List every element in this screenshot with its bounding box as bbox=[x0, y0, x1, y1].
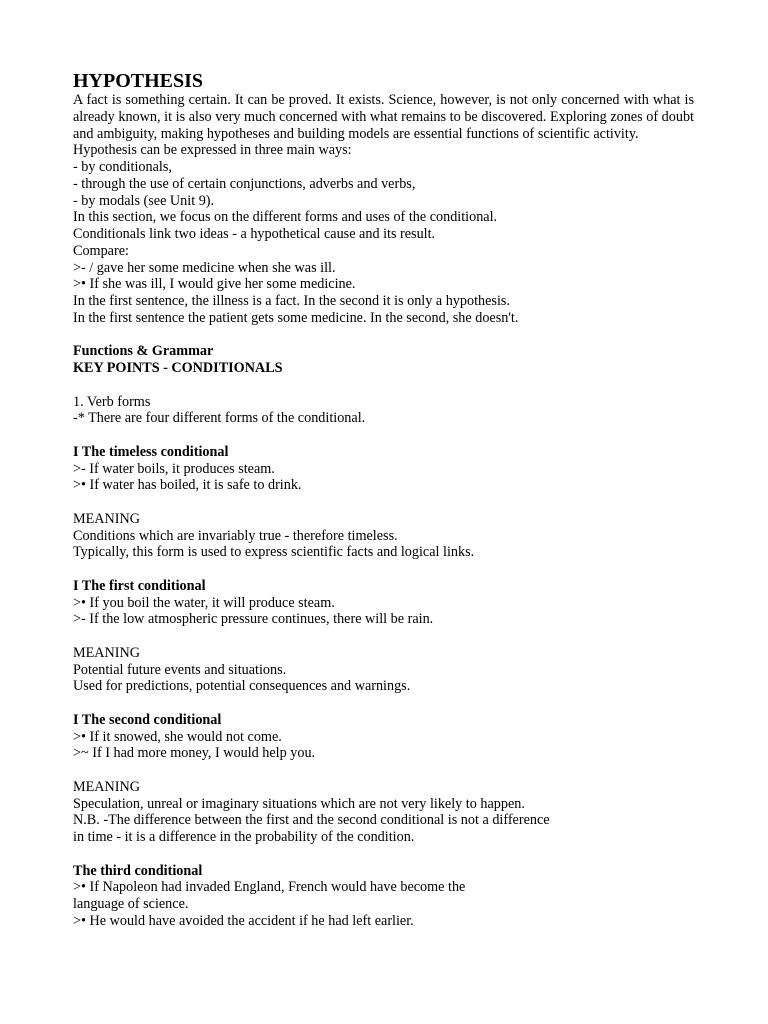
example-line: >• If Napoleon had invaded England, French would have become the bbox=[73, 879, 466, 896]
conditional-heading: The third conditional bbox=[73, 862, 203, 879]
page-title: HYPOTHESIS bbox=[73, 70, 204, 92]
example-line: >• If you boil the water, it will produce steam. bbox=[73, 594, 335, 611]
example-line: >• If it snowed, she would not come. bbox=[73, 728, 282, 745]
example-line: language of science. bbox=[73, 896, 189, 912]
example-line: >• He would have avoided the accident if he had left earlier. bbox=[73, 912, 414, 929]
intro-line: In the first sentence, the illness is a fact. In the second it is only a hypothesis. bbox=[73, 293, 510, 309]
meaning-label: MEANING bbox=[73, 510, 140, 527]
intro-line: Conditionals link two ideas - a hypothetical cause and its result. bbox=[73, 226, 436, 242]
example-line: >- If water boils, it produces steam. bbox=[73, 460, 275, 477]
document-body bbox=[73, 70, 694, 930]
meaning-line: in time - it is a difference in the probability of the condition. bbox=[73, 829, 415, 845]
meaning-label: MEANING bbox=[73, 778, 140, 795]
intro-line: Compare: bbox=[73, 242, 129, 259]
body-line: -* There are four different forms of the conditional. bbox=[73, 410, 366, 427]
intro-line: In the first sentence the patient gets some medicine. In the second, she doesn't. bbox=[73, 309, 519, 326]
section-heading: KEY POINTS - CONDITIONALS bbox=[73, 360, 283, 376]
intro-line: Hypothesis can be expressed in three main ways: bbox=[73, 142, 352, 159]
meaning-line: N.B. -The difference between the first and the second conditional is not a difference bbox=[73, 812, 550, 829]
subsection-heading: 1. Verb forms bbox=[73, 393, 151, 410]
conditional-heading: I The first conditional bbox=[73, 577, 206, 594]
meaning-line: Conditions which are invariably true - therefore timeless. bbox=[73, 527, 398, 544]
intro-line: In this section, we focus on the different forms and uses of the conditional. bbox=[73, 209, 498, 226]
conditional-heading: I The timeless conditional bbox=[73, 443, 229, 460]
intro-line: >• If she was ill, I would give her some medicine. bbox=[73, 276, 356, 293]
intro-line: >- / gave her some medicine when she was ill. bbox=[73, 259, 336, 276]
meaning-label: MEANING bbox=[73, 644, 140, 661]
meaning-line: Used for predictions, potential consequences and warnings. bbox=[73, 678, 411, 695]
conditional-heading: I The second conditional bbox=[73, 711, 222, 728]
intro-line: - by conditionals, bbox=[73, 159, 172, 175]
meaning-line: Typically, this form is used to express scientific facts and logical links. bbox=[73, 544, 475, 561]
example-line: >• If water has boiled, it is safe to drink. bbox=[73, 477, 302, 494]
example-line: >- If the low atmospheric pressure continues, there will be rain. bbox=[73, 611, 434, 628]
intro-line: - by modals (see Unit 9). bbox=[73, 192, 215, 209]
meaning-line: Speculation, unreal or imaginary situations which are not very likely to happen. bbox=[73, 795, 525, 812]
section-heading: Functions & Grammar bbox=[73, 343, 214, 360]
intro-line: - through the use of certain conjunctions, adverbs and verbs, bbox=[73, 175, 416, 192]
example-line: >~ If I had more money, I would help you. bbox=[73, 745, 316, 762]
intro-paragraph: A fact is something certain. It can be proved. It exists. Science, however, is not only concerned with what is already known, it is also very much concerned with what remains to be discovered. Exploring zones of doubt and ambiguity, making hypotheses and building models are essential functions of scientific activity. bbox=[73, 92, 694, 142]
meaning-line: Potential future events and situations. bbox=[73, 661, 287, 678]
